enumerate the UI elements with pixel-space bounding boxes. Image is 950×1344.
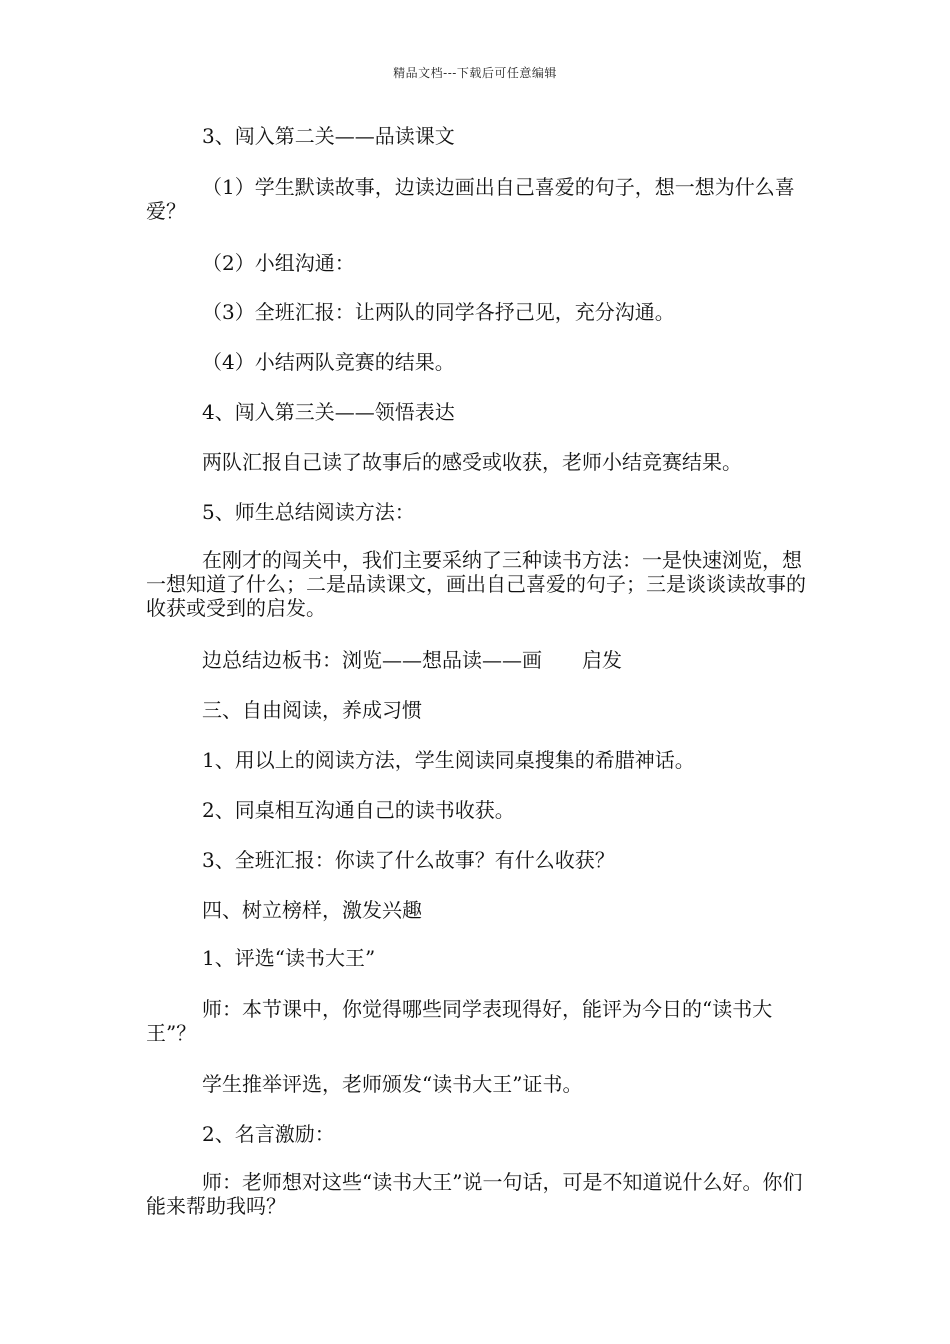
page-header: 精品文档---下载后可任意编辑 — [393, 66, 557, 80]
paragraph-11: 三、自由阅读，养成习惯 — [202, 698, 422, 722]
paragraph-17: 师：本节课中，你觉得哪些同学表现得好，能评为今日的“读书大王”？ — [146, 997, 773, 1045]
paragraph-2: （1）学生默读故事，边读边画出自己喜爱的句子，想一想为什么喜爱？ — [146, 175, 795, 223]
paragraph-1: 3、闯入第二关——品读课文 — [202, 124, 455, 148]
paragraph-4: （3）全班汇报：让两队的同学各抒己见，充分沟通。 — [202, 300, 675, 324]
paragraph-16: 1、评选“读书大王” — [202, 946, 376, 970]
paragraph-7: 两队汇报自己读了故事后的感受或收获，老师小结竞赛结果。 — [202, 450, 742, 474]
paragraph-20: 师：老师想对这些“读书大王”说一句话，可是不知道说什么好。你们能来帮助我吗？ — [146, 1170, 803, 1218]
paragraph-18: 学生推举评选，老师颁发“读书大王”证书。 — [202, 1072, 583, 1096]
paragraph-12: 1、用以上的阅读方法，学生阅读同桌搜集的希腊神话。 — [202, 748, 695, 772]
paragraph-6: 4、闯入第三关——领悟表达 — [202, 400, 455, 424]
paragraph-14: 3、全班汇报：你读了什么故事？有什么收获？ — [202, 848, 615, 872]
paragraph-9: 在刚才的闯关中，我们主要采纳了三种读书方法：一是快速浏览，想一想知道了什么；二是品读课文，画出自己喜爱的句子；三是谈谈读故事的收获或受到的启发。 — [146, 548, 806, 620]
paragraph-13: 2、同桌相互沟通自己的读书收获。 — [202, 798, 515, 822]
paragraph-8: 5、师生总结阅读方法： — [202, 500, 415, 524]
paragraph-10: 边总结边板书：浏览——想品读——画 启发 — [202, 648, 622, 672]
paragraph-15: 四、树立榜样，激发兴趣 — [202, 898, 422, 922]
paragraph-5: （4）小结两队竞赛的结果。 — [202, 350, 455, 374]
paragraph-3: （2）小组沟通： — [202, 251, 355, 275]
paragraph-19: 2、名言激励： — [202, 1122, 335, 1146]
